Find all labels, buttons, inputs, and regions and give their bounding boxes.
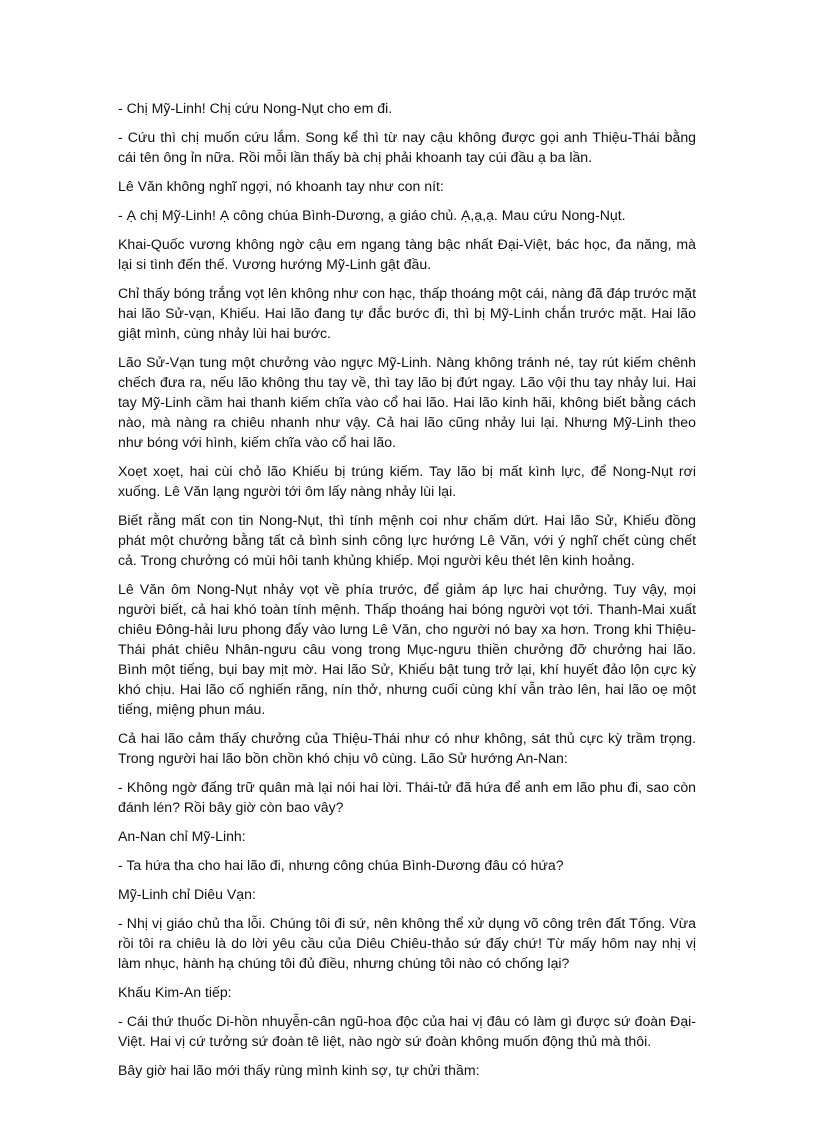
paragraph: Lão Sử-Vạn tung một chưởng vào ngực Mỹ-Linh. Nàng không tránh né, tay rút kiếm chênh chếch đưa ra, nếu lão không thu tay về, thì tay lão bị đứt ngay. Lão vội thu tay nhảy lui. Hai tay Mỹ-Linh cầm hai thanh kiếm chĩa vào cổ hai lão. Hai lão kinh hãi, không biết bằng cách nào, mà nàng ra chiêu nhanh như vậy. Cả hai lão cũng nhảy lui lại. Nhưng Mỹ-Linh theo như bóng với hình, kiếm chĩa vào cổ hai lão. — [118, 354, 696, 450]
paragraph: - Cái thứ thuốc Di-hồn nhuyễn-cân ngũ-hoa độc của hai vị đâu có làm gì được sứ đoàn Đại-Việt. Hai vị cứ tưởng sứ đoàn tê liệt, nào ngờ sứ đoàn không muốn động thủ mà thôi. — [118, 1013, 696, 1049]
paragraph: Khấu Kim-An tiếp: — [118, 984, 232, 1000]
paragraph: - Cứu thì chị muốn cứu lắm. Song kể thì từ nay cậu không được gọi anh Thiệu-Thái bằng cái tên ông ỉn nữa. Rồi mỗi lần thấy bà chị phải khoanh tay cúi đầu ạ ba lần. — [118, 129, 696, 165]
paragraph: Biết rằng mất con tin Nong-Nụt, thì tính mệnh coi như chấm dứt. Hai lão Sử, Khiếu đồng phát một chưởng bằng tất cả bình sinh công lực hướng Lê Văn, với ý nghĩ chết cùng chết cả. Trong chưởng có mùi hôi tanh khủng khiếp. Mọi người kêu thét lên kinh hoảng. — [118, 512, 696, 568]
document-page — [118, 98, 696, 1089]
paragraph: Lê Văn ôm Nong-Nụt nhảy vọt về phía trước, để giảm áp lực hai chưởng. Tuy vậy, mọi người biết, cả hai khó toàn tính mệnh. Thấp thoáng hai bóng người vọt tới. Thanh-Mai xuất chiêu Đông-hải lưu phong đẩy vào lưng Lê Văn, cho người nó bay xa hơn. Trong khi Thiệu-Thái phát chiêu Nhân-ngưu câu vong trong Mục-ngưu thiền chưởng đỡ chưởng hai lão. Bình một tiếng, bụi bay mịt mờ. Hai lão Sử, Khiếu bật tung trở lại, khí huyết đảo lộn cực kỳ khó chịu. Hai lão cố nghiến răng, nín thở, nhưng cuối cùng khí vẫn trào lên, hai lão oẹ một tiếng, miệng phun máu. — [118, 581, 696, 717]
paragraph: - Không ngờ đấng trữ quân mà lại nói hai lời. Thái-tử đã hứa để anh em lão phu đi, sao còn đánh lén? Rồi bây giờ còn bao vây? — [118, 779, 696, 815]
paragraph: An-Nan chỉ Mỹ-Linh: — [118, 828, 246, 844]
paragraph: Mỹ-Linh chỉ Diêu Vạn: — [118, 886, 256, 902]
paragraph: Xoẹt xoẹt, hai cùi chỏ lão Khiếu bị trúng kiếm. Tay lão bị mất kình lực, để Nong-Nụt rơi xuống. Lê Văn lạng người tới ôm lấy nàng nhảy lùi lại. — [118, 463, 696, 499]
paragraph: Lê Văn không nghĩ ngợi, nó khoanh tay như con nít: — [118, 178, 444, 194]
paragraph: Khai-Quốc vương không ngờ cậu em ngang tàng bậc nhất Đại-Việt, bác học, đa năng, mà lại si tình đến thế. Vương hướng Mỹ-Linh gật đầu. — [118, 236, 696, 272]
paragraph: - Ta hứa tha cho hai lão đi, nhưng công chúa Bình-Dương đâu có hứa? — [118, 857, 564, 873]
paragraph: - Chị Mỹ-Linh! Chị cứu Nong-Nụt cho em đi. — [118, 100, 393, 116]
paragraph: Cả hai lão cảm thấy chưởng của Thiệu-Thái như có như không, sát thủ cực kỳ trầm trọng. Trong người hai lão bồn chồn khó chịu vô cùng. Lão Sử hướng An-Nan: — [118, 730, 696, 766]
paragraph: - Nhị vị giáo chủ tha lỗi. Chúng tôi đi sứ, nên không thể xử dụng võ công trên đất Tống. Vừa rồi tôi ra chiêu là do lời yêu cầu của Diêu Chiêu-thảo sứ đấy chứ! Từ mấy hôm nay nhị vị làm nhục, hành hạ chúng tôi đủ điều, nhưng chúng tôi nào có chống lại? — [118, 915, 696, 971]
paragraph: Bây giờ hai lão mới thấy rùng mình kinh sợ, tự chửi thầm: — [118, 1062, 480, 1078]
paragraph: Chỉ thấy bóng trắng vọt lên không như con hạc, thấp thoáng một cái, nàng đã đáp trước mặt hai lão Sử-vạn, Khiếu. Hai lão đang tự đắc bước đi, thì bị Mỹ-Linh chắn trước mặt. Hai lão giật mình, cùng nhảy lùi hai bước. — [118, 285, 696, 341]
paragraph: - Ạ chị Mỹ-Linh! Ạ công chúa Bình-Dương, ạ giáo chủ. Ạ,ạ,ạ. Mau cứu Nong-Nụt. — [118, 207, 626, 223]
